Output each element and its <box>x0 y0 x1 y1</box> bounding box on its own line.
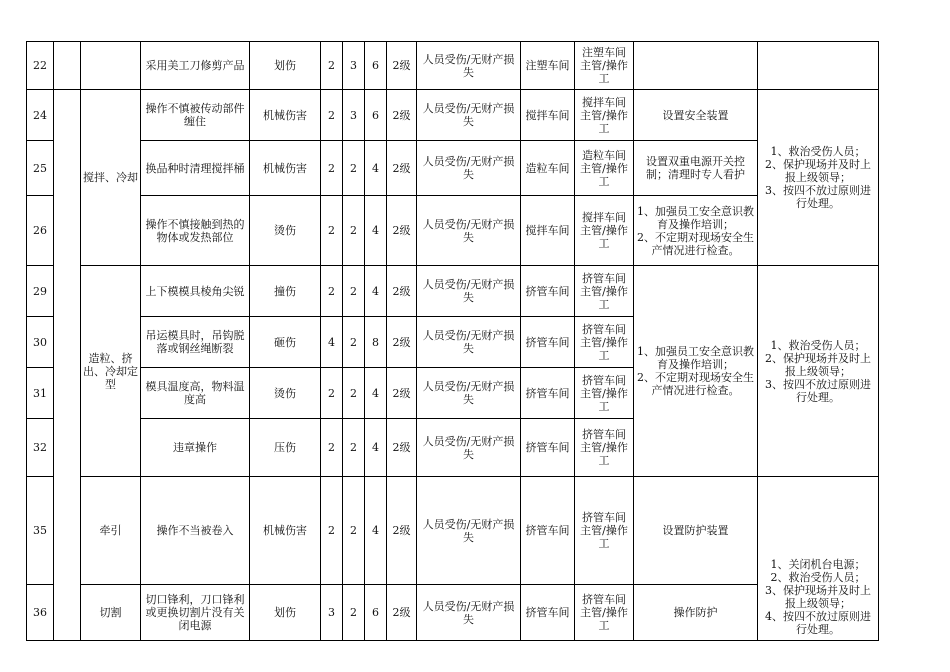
consequence: 人员受伤/无财产损失 <box>417 317 521 368</box>
consequence: 人员受伤/无财产损失 <box>417 585 521 641</box>
consequence: 人员受伤/无财产损失 <box>417 141 521 196</box>
control-measure: 设置防护装置 <box>634 477 758 585</box>
score-c: 4 <box>365 368 387 419</box>
injury-type: 压伤 <box>250 419 321 477</box>
responsible: 注塑车间主管/操作工 <box>575 42 634 90</box>
hazard-cause: 采用美工刀修剪产品 <box>141 42 250 90</box>
consequence: 人员受伤/无财产损失 <box>417 477 521 585</box>
risk-grade: 2级 <box>387 42 417 90</box>
consequence: 人员受伤/无财产损失 <box>417 266 521 317</box>
process-cell: 切割 <box>81 585 141 641</box>
process-cell: 搅拌、冷却 <box>81 90 141 266</box>
score-c: 4 <box>365 196 387 266</box>
process-cell: 牵引 <box>81 477 141 585</box>
row-number: 35 <box>27 477 54 585</box>
process-cell: 造粒、挤出、冷却定型 <box>81 266 141 477</box>
department: 搅拌车间 <box>521 90 575 141</box>
score-l: 2 <box>321 42 343 90</box>
score-e: 2 <box>343 266 365 317</box>
consequence: 人员受伤/无财产损失 <box>417 419 521 477</box>
hazard-cause: 吊运模具时，吊钩脱落或钢丝绳断裂 <box>141 317 250 368</box>
score-l: 2 <box>321 419 343 477</box>
row-number: 30 <box>27 317 54 368</box>
score-l: 3 <box>321 585 343 641</box>
responsible: 挤管车间主管/操作工 <box>575 477 634 585</box>
score-l: 4 <box>321 317 343 368</box>
blank-cell <box>54 42 81 90</box>
score-c: 6 <box>365 42 387 90</box>
row-number: 26 <box>27 196 54 266</box>
risk-grade: 2级 <box>387 90 417 141</box>
injury-type: 机械伤害 <box>250 477 321 585</box>
consequence: 人员受伤/无财产损失 <box>417 90 521 141</box>
hazard-cause: 切口锋利，刀口锋利或更换切割片没有关闭电源 <box>141 585 250 641</box>
emergency-measure: 1、救治受伤人员； 2、保护现场并及时上报上级领导； 3、按四不放过原则进行处理。 <box>758 266 879 477</box>
row-number: 22 <box>27 42 54 90</box>
injury-type: 划伤 <box>250 585 321 641</box>
score-e: 2 <box>343 196 365 266</box>
injury-type: 机械伤害 <box>250 141 321 196</box>
risk-grade: 2级 <box>387 368 417 419</box>
control-measure: 设置安全装置 <box>634 90 758 141</box>
department: 造粒车间 <box>521 141 575 196</box>
department: 搅拌车间 <box>521 196 575 266</box>
score-c: 4 <box>365 477 387 585</box>
score-c: 8 <box>365 317 387 368</box>
table-row <box>27 196 879 266</box>
risk-grade: 2级 <box>387 196 417 266</box>
emergency-measure: 1、救治受伤人员； 2、保护现场并及时上报上级领导； 3、按四不放过原则进行处理。 <box>758 90 879 266</box>
table-row <box>27 477 879 585</box>
hazard-cause: 操作不慎接触到热的物体或发热部位 <box>141 196 250 266</box>
department: 挤管车间 <box>521 317 575 368</box>
injury-type: 砸伤 <box>250 317 321 368</box>
score-c: 4 <box>365 141 387 196</box>
table-row <box>27 42 879 90</box>
blank-cell <box>54 90 81 641</box>
responsible: 挤管车间主管/操作工 <box>575 317 634 368</box>
control-measure <box>634 42 758 90</box>
row-number: 24 <box>27 90 54 141</box>
score-c: 4 <box>365 419 387 477</box>
responsible: 挤管车间主管/操作工 <box>575 419 634 477</box>
table-row <box>27 266 879 317</box>
risk-grade: 2级 <box>387 141 417 196</box>
control-measure: 1、加强员工安全意识教育及操作培训； 2、不定期对现场安全生产情况进行检查。 <box>634 266 758 477</box>
control-measure: 操作防护 <box>634 585 758 641</box>
hazard-cause: 操作不慎被传动部件缠住 <box>141 90 250 141</box>
score-c: 6 <box>365 585 387 641</box>
emergency-measure: 1、关闭机台电源； 2、救治受伤人员； 3、保护现场并及时上报上级领导； 4、按四不放过原则进行处理。 <box>758 477 879 641</box>
score-l: 2 <box>321 368 343 419</box>
score-l: 2 <box>321 196 343 266</box>
responsible: 搅拌车间主管/操作工 <box>575 196 634 266</box>
risk-grade: 2级 <box>387 266 417 317</box>
row-number: 32 <box>27 419 54 477</box>
row-number: 36 <box>27 585 54 641</box>
department: 挤管车间 <box>521 477 575 585</box>
score-e: 3 <box>343 42 365 90</box>
risk-grade: 2级 <box>387 317 417 368</box>
row-number: 29 <box>27 266 54 317</box>
score-c: 6 <box>365 90 387 141</box>
control-measure: 1、加强员工安全意识教育及操作培训； 2、不定期对现场安全生产情况进行检查。 <box>634 196 758 266</box>
injury-type: 划伤 <box>250 42 321 90</box>
consequence: 人员受伤/无财产损失 <box>417 368 521 419</box>
hazard-cause: 操作不当被卷入 <box>141 477 250 585</box>
responsible: 挤管车间主管/操作工 <box>575 368 634 419</box>
hazard-cause: 违章操作 <box>141 419 250 477</box>
responsible: 搅拌车间主管/操作工 <box>575 90 634 141</box>
department: 挤管车间 <box>521 585 575 641</box>
score-e: 2 <box>343 585 365 641</box>
score-e: 3 <box>343 90 365 141</box>
consequence: 人员受伤/无财产损失 <box>417 42 521 90</box>
risk-grade: 2级 <box>387 477 417 585</box>
table-row <box>27 141 879 196</box>
injury-type: 撞伤 <box>250 266 321 317</box>
control-measure: 设置双重电源开关控制；清理时专人看护 <box>634 141 758 196</box>
department: 挤管车间 <box>521 266 575 317</box>
score-l: 2 <box>321 266 343 317</box>
injury-type: 烫伤 <box>250 196 321 266</box>
score-e: 2 <box>343 368 365 419</box>
injury-type: 烫伤 <box>250 368 321 419</box>
score-l: 2 <box>321 141 343 196</box>
hazard-cause: 上下模模具棱角尖锐 <box>141 266 250 317</box>
score-l: 2 <box>321 90 343 141</box>
score-e: 2 <box>343 141 365 196</box>
table-row <box>27 90 879 141</box>
risk-assessment-table <box>26 41 879 641</box>
responsible: 挤管车间主管/操作工 <box>575 266 634 317</box>
row-number: 25 <box>27 141 54 196</box>
department: 注塑车间 <box>521 42 575 90</box>
department: 挤管车间 <box>521 368 575 419</box>
emergency-measure <box>758 42 879 90</box>
score-e: 2 <box>343 477 365 585</box>
process-cell <box>81 42 141 90</box>
consequence: 人员受伤/无财产损失 <box>417 196 521 266</box>
table-row <box>27 585 879 641</box>
hazard-cause: 换品种时清理搅拌桶 <box>141 141 250 196</box>
row-number: 31 <box>27 368 54 419</box>
score-c: 4 <box>365 266 387 317</box>
score-l: 2 <box>321 477 343 585</box>
injury-type: 机械伤害 <box>250 90 321 141</box>
score-e: 2 <box>343 317 365 368</box>
responsible: 挤管车间主管/操作工 <box>575 585 634 641</box>
responsible: 造粒车间主管/操作工 <box>575 141 634 196</box>
department: 挤管车间 <box>521 419 575 477</box>
risk-grade: 2级 <box>387 419 417 477</box>
score-e: 2 <box>343 419 365 477</box>
hazard-cause: 模具温度高，物料温度高 <box>141 368 250 419</box>
risk-grade: 2级 <box>387 585 417 641</box>
